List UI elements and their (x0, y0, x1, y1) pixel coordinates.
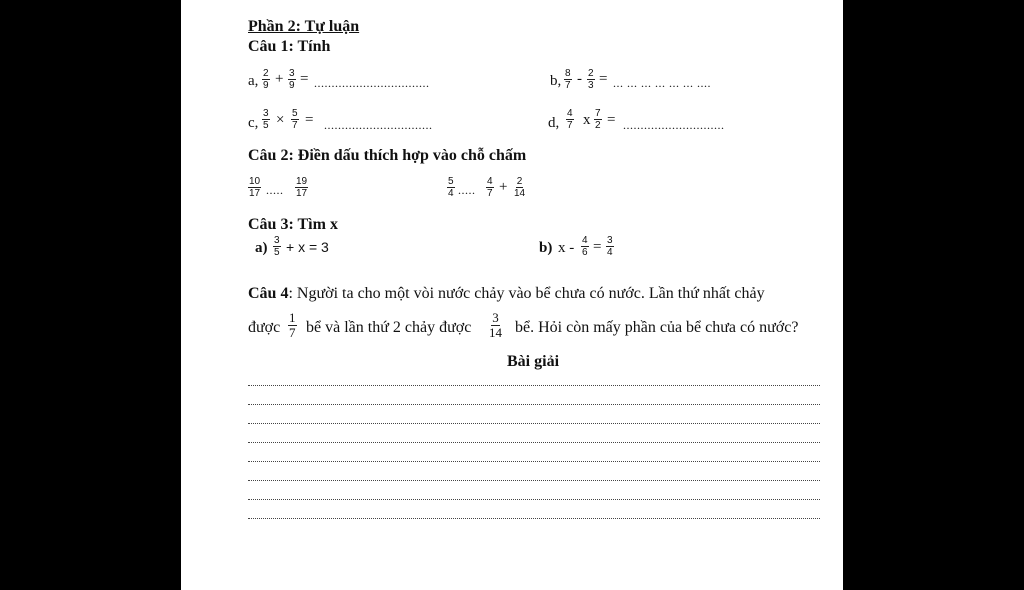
q4-line-1 (248, 285, 765, 303)
answer-line (248, 404, 820, 405)
q4-label: Câu 4 (248, 285, 289, 302)
q4-line-2-end: bể. Hỏi còn mấy phần của bể chưa có nước? (515, 319, 799, 336)
q2-left-dots: ..... (266, 183, 284, 197)
q1a-answer-dots: ................................. (314, 76, 430, 90)
q1b-fraction-1: $\frac{8}{7}$ (565, 68, 571, 91)
q3b-prefix: x - (558, 240, 575, 256)
q3a-fraction: $\frac{3}{5}$ (274, 235, 280, 258)
q1a-fraction-1: $\frac{2}{9}$ (263, 68, 269, 91)
q2-label: Câu 2: Điền dấu thích hợp vào chỗ chấm (248, 147, 527, 164)
q4-line-2-middle: bể và lần thứ 2 chảy được (306, 319, 472, 336)
q2-right-fraction-3: $\frac{2}{14}$ (514, 176, 526, 199)
q3b-fraction-2: $\frac{3}{4}$ (607, 235, 613, 258)
q1a-operator: + (275, 71, 284, 87)
q1d-operator: x (583, 112, 591, 128)
answer-line (248, 461, 820, 462)
q4-line-2-start: được (248, 319, 281, 336)
answer-line (248, 423, 820, 424)
q1b-tag: b, (550, 73, 562, 89)
q1c-fraction-2: $\frac{5}{7}$ (292, 108, 298, 131)
q2-left-fraction-1: $\frac{10}{17}$ (249, 176, 261, 199)
q4-line-1-text: : Người ta cho một vòi nước chảy vào bể chưa có nước. Lần thứ nhất chảy (288, 285, 765, 302)
solution-title: Bài giải (507, 353, 560, 370)
q1b-fraction-2: $\frac{2}{3}$ (588, 68, 594, 91)
q1b-answer-dots: ... ... ... ... ... ... .... (613, 76, 711, 90)
q3b-equals: = (593, 239, 602, 255)
q1c-fraction-1: $\frac{3}{5}$ (263, 108, 269, 131)
q3b-fraction-1: $\frac{4}{6}$ (582, 235, 588, 258)
q2-right-operator: + (499, 179, 508, 195)
q4-fraction-2: $\frac{3}{14}$ (489, 310, 502, 340)
q1a-fraction-2: $\frac{3}{9}$ (289, 68, 295, 91)
q1b-equals: = (599, 71, 608, 87)
q3a-tag: a) (255, 240, 268, 256)
q3a-equation-rest: + x = 3 (286, 239, 329, 255)
q1b-operator: - (577, 71, 582, 87)
answer-line (248, 499, 820, 500)
q2-right-fraction-2: $\frac{4}{7}$ (487, 176, 493, 199)
q1a-tag: a, (248, 73, 259, 89)
q1d-tag: d, (548, 115, 560, 131)
q1d-fraction-2: $\frac{7}{2}$ (595, 108, 601, 131)
q1c-equals: = (305, 112, 314, 128)
q1c-tag: c, (248, 115, 259, 131)
q2-left-fraction-2: $\frac{19}{17}$ (296, 176, 308, 199)
q1a-equals: = (300, 71, 309, 87)
answer-line (248, 480, 820, 481)
answer-line (248, 518, 820, 519)
worksheet-page (181, 0, 843, 590)
q1c-operator: × (276, 112, 285, 128)
answer-line (248, 442, 820, 443)
q1d-equals: = (607, 112, 616, 128)
q3b-tag: b) (539, 240, 553, 256)
q4-fraction-1: $\frac{1}{7}$ (289, 310, 296, 340)
q1-label: Câu 1: Tính (248, 38, 331, 55)
q2-right-dots: ..... (458, 183, 476, 197)
q3-label: Câu 3: Tìm x (248, 216, 338, 233)
section-title: Phần 2: Tự luận (248, 18, 360, 35)
answer-line (248, 385, 820, 386)
q2-right-fraction-1: $\frac{5}{4}$ (448, 176, 454, 199)
q1d-fraction-1: $\frac{4}{7}$ (567, 108, 573, 131)
q1d-answer-dots: ............................. (623, 118, 725, 132)
q1c-answer-dots: ............................... (324, 118, 433, 132)
